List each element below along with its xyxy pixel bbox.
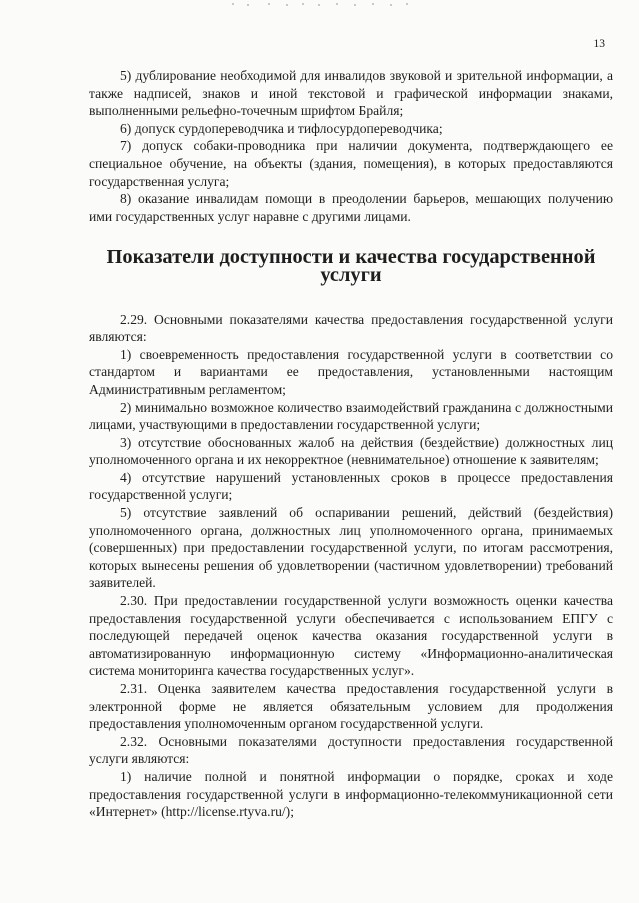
scan-dot (302, 3, 304, 5)
paragraph-2-29-item-4: 4) отсутствие нарушений установленных сроков в процессе предоставления государственной услуги; (89, 469, 613, 503)
paragraph-2-31: 2.31. Оценка заявителем качества предоставления государственной услуги в электронной форме не является обязательным условием для продолжения предоставления уполномоченным органом государственной услуги. (89, 681, 613, 732)
paragraph-2-30: 2.30. При предоставлении государственной услуги возможность оценки качества предоставления государственной услуги обеспечивается с использованием ЕПГУ с последующей передачей оценок качества оказания государственной услуги в автоматизированную информационную систему «Информационно-аналитическая система мониторинга качества государственных услуг». (89, 593, 613, 679)
top-scan-dots (0, 2, 639, 8)
paragraph-2-29-item-2: 2) минимально возможное количество взаимодействий гражданина с должностными лицами, участвующими в предоставлении государственной услуги; (89, 399, 613, 433)
scan-dot (390, 4, 392, 6)
page-number: 13 (593, 38, 605, 50)
paragraph-item-7-guide-dog: 7) допуск собаки-проводника при наличии документа, подтверждающего ее специальное обучение, на объекты (здания, помещения), в которых предоставляются государственная услуга; (89, 138, 613, 189)
paragraph-2-32-item-1: 1) наличие полной и понятной информации о порядке, сроках и ходе предоставления государственной услуги в информационно-телекоммуникационной сети «Интернет» (http://license.rtyva.ru/); (89, 768, 613, 820)
scan-dot (318, 4, 320, 6)
paragraph-item-6-interpreter: 6) допуск сурдопереводчика и тифлосурдопереводчика; (120, 120, 443, 136)
scan-dot (354, 4, 356, 6)
paragraph-2-29-item-3: 3) отсутствие обоснованных жалоб на действия (бездействие) должностных лиц уполномоченного органа и их некорректное (невнимательное) отношение к заявителям; (89, 434, 613, 468)
paragraph-item-8-assistance: 8) оказание инвалидам помощи в преодолении барьеров, мешающих получению ими государственных услуг наравне с другими лицами. (89, 191, 613, 224)
paragraph-2-29-item-5: 5) отсутствие заявлений об оспаривании решений, действий (бездействия) уполномоченного органа, должностных лиц уполномоченного органа, принимаемых (совершенных) при предоставлении государственной услуги, по итогам рассмотрения, которых вынесены решения об удовлетворении (частичном удовлетворении) требований заявителей. (89, 505, 613, 591)
scan-dot (372, 3, 374, 5)
section-heading: Показатели доступности и качества государственной услуги (106, 246, 596, 286)
scan-dot (336, 3, 338, 5)
scan-dot (286, 4, 288, 6)
paragraph-2-32: 2.32. Основными показателями доступности предоставления государственной услуги являются: (89, 733, 613, 767)
paragraph-2-29: 2.29. Основными показателями качества предоставления государственной услуги являются: (89, 311, 613, 345)
scan-dot (268, 3, 270, 5)
scan-dot (247, 4, 249, 6)
document-body (89, 67, 613, 821)
scan-dot (406, 3, 408, 5)
paragraph-item-5-braille: 5) дублирование необходимой для инвалидов звуковой и зрительной информации, а также надписей, знаков и иной текстовой и графической информации знаками, выполненными рельефно-точечным шрифтом Брайля; (89, 68, 613, 119)
paragraph-2-29-item-1: 1) своевременность предоставления государственной услуги в соответствии со стандартом и вариантами ее предоставления, установленными настоящим Административным регламентом; (89, 346, 613, 397)
scan-dot (232, 3, 234, 5)
